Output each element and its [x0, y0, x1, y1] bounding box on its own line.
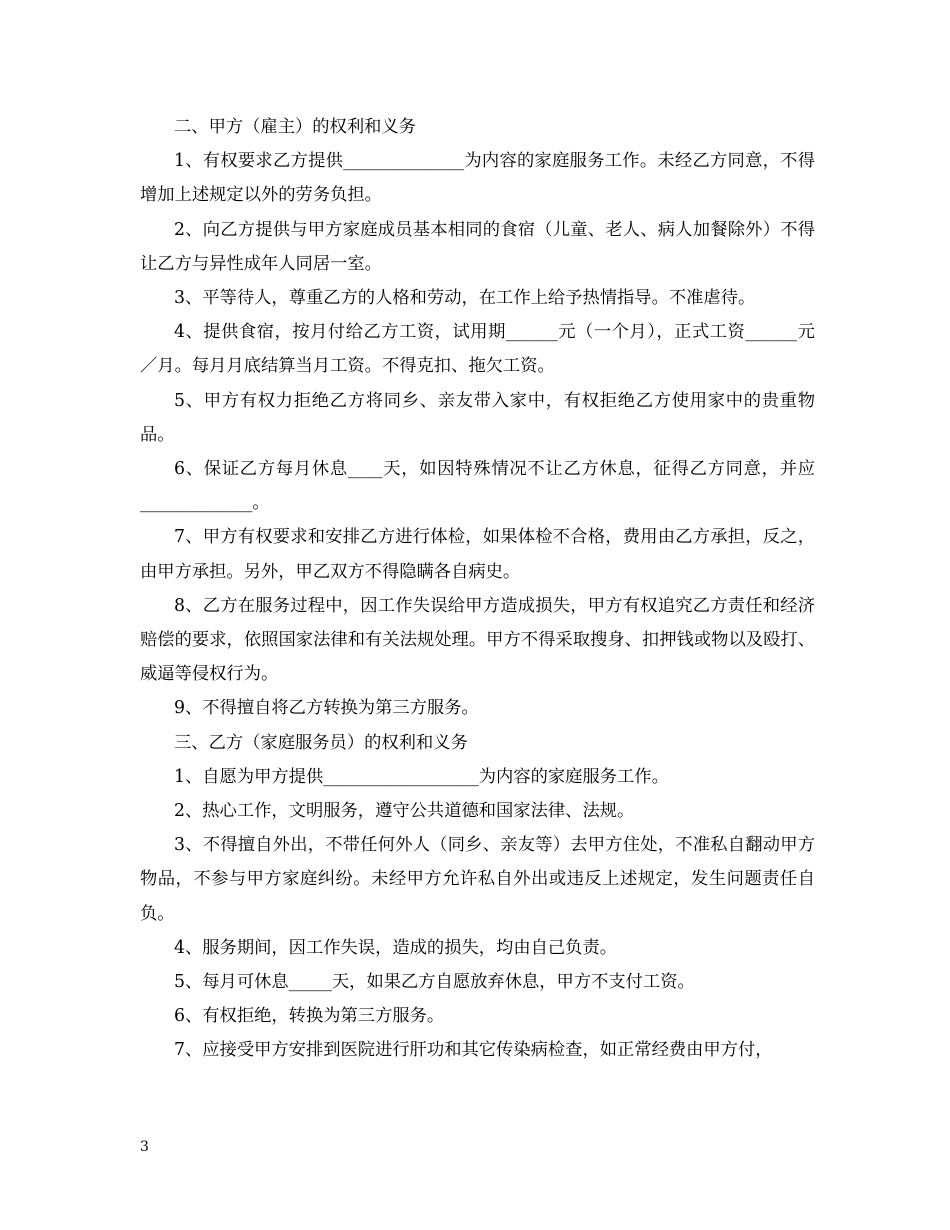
paragraph: 6、有权拒绝，转换为第三方服务。: [174, 1006, 445, 1027]
section-heading: 二、甲方（雇主）的权利和义务: [174, 117, 416, 137]
paragraph: 9、不得擅自将乙方转换为第三方服务。: [174, 698, 479, 719]
paragraph: 7、应接受甲方安排到医院进行肝功和其它传染病检查，如正常经费由甲方付，: [174, 1040, 773, 1061]
paragraph: 1、有权要求乙方提供______________为内容的家庭服务工作。未经乙方同意，不得增加上述规定以外的劳务负担。: [140, 151, 815, 206]
document-body: [140, 110, 815, 1068]
paragraph: 6、保证乙方每月休息____天，如因特殊情况不让乙方休息，征得乙方同意，并应_____________。: [140, 459, 815, 514]
paragraph: 2、热心工作，文明服务，遵守公共道德和国家法律、法规。: [174, 801, 635, 822]
page-number: 3: [140, 1139, 149, 1155]
section-heading: 三、乙方（家庭服务员）的权利和义务: [174, 732, 468, 753]
paragraph: 1、自愿为甲方提供__________________为内容的家庭服务工作。: [174, 766, 669, 787]
paragraph: 4、服务期间，因工作失误，造成的损失，均由自己负责。: [174, 937, 618, 958]
paragraph: 3、平等待人，尊重乙方的人格和劳动，在工作上给予热情指导。不准虐待。: [174, 288, 756, 309]
paragraph: 8、乙方在服务过程中，因工作失误给甲方造成损失，甲方有权追究乙方责任和经济赔偿的要求，依照国家法律和有关法规处理。甲方不得采取搜身、扣押钱或物以及殴打、威逼等侵权行为。: [140, 595, 815, 685]
paragraph: 4、提供食宿，按月付给乙方工资，试用期______元（一个月），正式工资______元／月。每月月底结算当月工资。不得克扣、拖欠工资。: [140, 322, 815, 377]
paragraph: 7、甲方有权要求和安排乙方进行体检，如果体检不合格，费用由乙方承担，反之，由甲方承担。另外，甲乙双方不得隐瞒各自病史。: [140, 527, 815, 582]
paragraph: 2、向乙方提供与甲方家庭成员基本相同的食宿（儿童、老人、病人加餐除外）不得让乙方与异性成年人同居一室。: [140, 219, 815, 274]
paragraph: 5、甲方有权力拒绝乙方将同乡、亲友带入家中，有权拒绝乙方使用家中的贵重物品。: [140, 390, 815, 445]
paragraph: 5、每月可休息_____天，如果乙方自愿放弃休息，甲方不支付工资。: [174, 972, 695, 993]
paragraph: 3、不得擅自外出，不带任何外人（同乡、亲友等）去甲方住处，不准私自翻动甲方物品，不参与甲方家庭纠纷。未经甲方允许私自外出或违反上述规定，发生问题责任自负。: [140, 835, 815, 924]
